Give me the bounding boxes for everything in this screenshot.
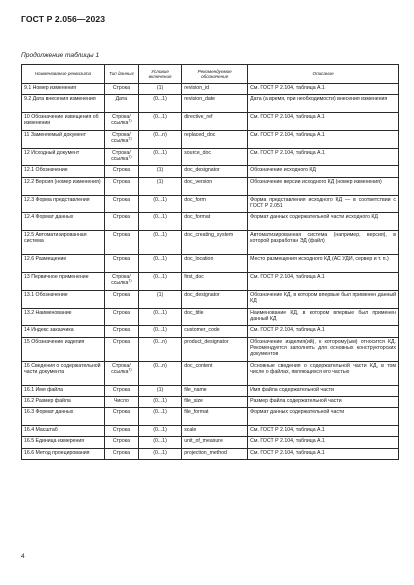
description-cell [248, 255, 399, 273]
data-type-text: Строка [112, 291, 130, 298]
designation-text: source_doc [184, 149, 212, 156]
data-type-cell [104, 231, 138, 255]
description-text: Обозначение изделия(ий), к которому(ым) относится КД. Рекомендуется заполнять для основных конструкторских документов [250, 338, 396, 358]
designation-cell [182, 148, 248, 166]
requirement-name-cell [22, 385, 105, 396]
data-type-cell [104, 408, 138, 426]
designation-cell [182, 166, 248, 177]
data-type-text: Строка [112, 214, 130, 221]
inclusion-condition-cell [138, 177, 181, 195]
designation-cell [182, 84, 248, 95]
description-text: Дата (а время, при необходимости) внесения изменения [250, 96, 388, 103]
designation-cell [182, 113, 248, 131]
table-row [22, 408, 399, 426]
requirement-name-text: 13.2 Наименование [24, 309, 72, 316]
designation-text: doc_form [184, 196, 206, 203]
inclusion-condition-cell [138, 408, 181, 426]
description-cell [248, 385, 399, 396]
inclusion-condition-text: (0...1) [153, 273, 167, 280]
requirement-name-text: 16.1 Имя файла [24, 386, 64, 393]
requirement-name-cell [22, 231, 105, 255]
designation-cell [182, 130, 248, 148]
inclusion-condition-text: (0...1) [153, 149, 167, 156]
description-text: Основные сведения о содержательной части КД, в том числе о файлах, являющихся его частью [250, 362, 396, 375]
requirement-name-text: 11 Заменяемый документ [24, 131, 86, 138]
table-row [22, 231, 399, 255]
inclusion-condition-cell [138, 95, 181, 113]
data-type-cell [104, 326, 138, 337]
table-row [22, 255, 399, 273]
inclusion-condition-text: (1) [156, 167, 164, 174]
table-row [22, 177, 399, 195]
description-cell [248, 213, 399, 231]
data-type-cell [104, 148, 138, 166]
data-type-cell [104, 385, 138, 396]
designation-text: doc_designator [184, 291, 220, 298]
requirement-name-text: 12.1 Обозначение [24, 167, 68, 174]
designation-text: doc_content [184, 362, 213, 369]
document-code: ГОСТ Р 2.056—2023 [21, 14, 106, 24]
header-type: Тип данных [104, 65, 138, 84]
data-type-text: Строка/ссылка [111, 273, 131, 287]
data-type-cell [104, 95, 138, 113]
footnote-marker: 1) [128, 154, 132, 159]
table-row [22, 437, 399, 448]
inclusion-condition-cell [138, 337, 181, 361]
designation-cell [182, 290, 248, 308]
requirement-name-text: 9.1 Номер изменения [24, 85, 77, 91]
table-row [22, 195, 399, 213]
inclusion-condition-text: (0...1) [153, 397, 167, 404]
inclusion-condition-cell [138, 326, 181, 337]
description-text: Обозначение версии исходного КД (номер изменения) [250, 178, 382, 185]
inclusion-condition-text: (0...1) [153, 256, 167, 263]
table-row [22, 113, 399, 131]
data-type-cell [104, 272, 138, 290]
requirement-name-cell [22, 255, 105, 273]
data-type-text: Строка [112, 232, 130, 239]
inclusion-condition-cell [138, 308, 181, 326]
designation-cell [182, 385, 248, 396]
description-cell [248, 308, 399, 326]
table-row [22, 326, 399, 337]
designation-text: file_name [184, 386, 207, 393]
inclusion-condition-text: (0...1) [153, 309, 167, 316]
requirement-name-cell [22, 326, 105, 337]
description-text: Формат данных содержательной части [250, 409, 345, 416]
data-type-text: Строка/ссылка [111, 131, 131, 145]
inclusion-condition-text: (0...n) [153, 362, 167, 369]
data-type-cell [104, 337, 138, 361]
data-type-text: Строка [112, 438, 130, 445]
table-row [22, 130, 399, 148]
inclusion-condition-text: (1) [156, 386, 164, 393]
description-cell [248, 113, 399, 131]
description-cell [248, 337, 399, 361]
data-type-cell [104, 130, 138, 148]
data-type-cell [104, 84, 138, 95]
designation-text: directive_ref [184, 114, 213, 121]
description-cell [248, 130, 399, 148]
designation-cell [182, 437, 248, 448]
requirement-name-text: 10 Обозначение извещения об изменении [24, 114, 99, 127]
requirement-name-text: 12.2 Версия (номер изменения) [24, 178, 101, 185]
designation-text: doc_version [184, 178, 213, 185]
table-row [22, 448, 399, 459]
description-text: Место размещения исходного КД (АС УДИ, сервер и т. п.) [250, 256, 389, 263]
description-cell [248, 426, 399, 437]
data-type-cell [104, 361, 138, 385]
requirement-name-cell [22, 408, 105, 426]
data-type-text: Строка [112, 386, 130, 393]
requirement-name-cell [22, 308, 105, 326]
data-type-cell [104, 308, 138, 326]
requirement-name-text: 16.3 Формат данных [24, 409, 74, 416]
requirement-name-text: 12.6 Размещение [24, 256, 67, 263]
data-type-text: Строка/ссылка [111, 362, 131, 375]
requirement-name-text: 14 Индекс заказчика [24, 327, 74, 334]
header-designation: Рекомендуемое обозначение [182, 65, 248, 84]
inclusion-condition-text: (0...1) [153, 232, 167, 239]
designation-cell [182, 396, 248, 407]
data-type-cell [104, 166, 138, 177]
requirement-name-cell [22, 84, 105, 95]
description-text: Формат данных содержательной части исходного КД [250, 214, 378, 221]
inclusion-condition-text: (0...1) [153, 427, 167, 434]
description-text: См. ГОСТ Р 2.104, таблица А.1 [250, 438, 325, 445]
data-type-text: Строка [112, 196, 130, 203]
data-type-cell [104, 195, 138, 213]
description-cell [248, 326, 399, 337]
description-cell [248, 95, 399, 113]
designation-cell [182, 272, 248, 290]
requirement-name-cell [22, 290, 105, 308]
requirement-name-cell [22, 177, 105, 195]
designation-cell [182, 177, 248, 195]
inclusion-condition-text: (1) [156, 291, 164, 298]
description-cell [248, 166, 399, 177]
inclusion-condition-text: (0...n) [153, 338, 167, 345]
description-cell [248, 396, 399, 407]
table-row [22, 272, 399, 290]
table-row [22, 361, 399, 385]
table-row [22, 337, 399, 361]
inclusion-condition-cell [138, 166, 181, 177]
inclusion-condition-cell [138, 213, 181, 231]
inclusion-condition-cell [138, 113, 181, 131]
data-type-cell [104, 255, 138, 273]
inclusion-condition-cell [138, 130, 181, 148]
inclusion-condition-text: (0...1) [153, 196, 167, 203]
requirement-name-text: 16.2 Размер файла [24, 397, 71, 404]
footnote-marker: 1) [128, 136, 132, 141]
requirement-name-cell [22, 396, 105, 407]
requirement-name-text: 13.1 Обозначение [24, 291, 68, 298]
requirement-name-text: 16.5 Единица измерения [24, 438, 85, 445]
inclusion-condition-cell [138, 255, 181, 273]
requirement-name-cell [22, 166, 105, 177]
description-cell [248, 361, 399, 385]
header-description: Описание [248, 65, 399, 84]
table-row [22, 385, 399, 396]
description-text: Имя файла содержательной части [250, 386, 334, 393]
requirement-name-cell [22, 426, 105, 437]
header-requirement: Наименование реквизита [22, 65, 105, 84]
inclusion-condition-cell [138, 385, 181, 396]
designation-cell [182, 326, 248, 337]
data-type-text: Строка [112, 338, 130, 345]
inclusion-condition-cell [138, 437, 181, 448]
designation-cell [182, 95, 248, 113]
description-text: См. ГОСТ Р 2.104, таблица А.1 [250, 85, 325, 91]
designation-cell [182, 408, 248, 426]
requirement-name-text: 15 Обозначение изделия [24, 338, 85, 345]
description-text: Наименование КД, в котором впервые был применен данный КД [250, 309, 396, 322]
data-type-cell [104, 177, 138, 195]
requirement-name-text: 16.4 Масштаб [24, 427, 58, 434]
description-text: Обозначение исходного КД [250, 167, 316, 174]
inclusion-condition-text: (0...1) [153, 96, 167, 103]
data-type-cell [104, 113, 138, 131]
designation-text: revision_id [184, 85, 210, 91]
table-row [22, 166, 399, 177]
requirement-name-text: 16.6 Метод проецирования [24, 449, 90, 456]
header-condition: Условие включения [138, 65, 181, 84]
footnote-marker: 1) [128, 278, 132, 283]
designation-cell [182, 308, 248, 326]
footnote-marker: 1) [128, 367, 132, 372]
inclusion-condition-text: (0...1) [153, 409, 167, 416]
description-text: См. ГОСТ Р 2.104, таблица А.1 [250, 327, 325, 334]
designation-text: unit_of_measure [184, 438, 223, 445]
requirement-name-cell [22, 130, 105, 148]
inclusion-condition-text: (0...1) [153, 327, 167, 334]
page-number: 4 [21, 553, 25, 560]
inclusion-condition-cell [138, 396, 181, 407]
requirement-name-cell [22, 361, 105, 385]
inclusion-condition-text: (0...1) [153, 438, 167, 445]
table-row [22, 95, 399, 113]
description-cell [248, 148, 399, 166]
requirement-name-text: 12.3 Форма представления [24, 196, 90, 203]
requirement-name-text: 16 Сведения о содержательной части документа [24, 362, 101, 375]
description-text: Автоматизированная система (например, версия), в которой разработан ЭД (файл) [250, 232, 396, 245]
designation-text: projection_method [184, 449, 227, 456]
data-type-text: Дата [115, 96, 128, 103]
requirement-name-cell [22, 148, 105, 166]
inclusion-condition-text: (0...n) [153, 131, 167, 138]
requirement-name-cell [22, 272, 105, 290]
description-cell [248, 177, 399, 195]
inclusion-condition-cell [138, 448, 181, 459]
description-text: Обозначение КД, в котором впервые был применен данный КД [250, 291, 396, 305]
description-cell [248, 195, 399, 213]
data-type-text: Строка [112, 178, 130, 185]
designation-text: scale [184, 427, 197, 434]
inclusion-condition-cell [138, 361, 181, 385]
table-row [22, 396, 399, 407]
data-type-cell [104, 426, 138, 437]
table-row [22, 426, 399, 437]
table-header-row [22, 65, 399, 84]
requirement-name-text: 12.5 Автоматизированная система [24, 232, 87, 245]
requirement-name-text: 12.4 Формат данных [24, 214, 74, 221]
designation-cell [182, 361, 248, 385]
description-text: См. ГОСТ Р 2.104, таблица А.1 [250, 149, 325, 156]
data-type-text: Строка [112, 85, 130, 91]
designation-text: doc_format [184, 214, 211, 221]
inclusion-condition-cell [138, 426, 181, 437]
requirement-name-cell [22, 448, 105, 459]
data-type-text: Строка/ссылка [111, 149, 131, 162]
requisites-table [21, 64, 399, 460]
inclusion-condition-text: (0...1) [153, 449, 167, 456]
inclusion-condition-text: (0...1) [153, 214, 167, 221]
inclusion-condition-text: (1) [156, 178, 164, 185]
data-type-text: Строка [112, 256, 130, 263]
inclusion-condition-cell [138, 148, 181, 166]
designation-cell [182, 213, 248, 231]
data-type-text: Строка/ссылка [111, 114, 131, 127]
designation-text: doc_creating_system [184, 232, 234, 239]
data-type-text: Строка [112, 449, 130, 456]
description-cell [248, 437, 399, 448]
data-type-cell [104, 396, 138, 407]
requirement-name-cell [22, 195, 105, 213]
table-row [22, 290, 399, 308]
data-type-cell [104, 290, 138, 308]
designation-text: doc_location [184, 256, 214, 263]
requirement-name-cell [22, 337, 105, 361]
description-cell [248, 408, 399, 426]
designation-cell [182, 426, 248, 437]
inclusion-condition-cell [138, 231, 181, 255]
designation-cell [182, 231, 248, 255]
description-text: См. ГОСТ Р 2.104, таблица А.1 [250, 427, 325, 434]
designation-text: file_size [184, 397, 203, 404]
description-cell [248, 290, 399, 308]
designation-text: revision_date [184, 96, 216, 103]
data-type-text: Строка [112, 409, 130, 416]
data-type-cell [104, 213, 138, 231]
designation-text: doc_title [184, 309, 204, 316]
inclusion-condition-text: (0...1) [153, 114, 167, 121]
data-type-text: Строка [112, 167, 130, 174]
description-cell [248, 84, 399, 95]
requirement-name-text: 9.2 Дата внесения изменения [24, 96, 96, 103]
description-text: Размер файла содержательной части [250, 397, 342, 404]
table-row [22, 213, 399, 231]
designation-cell [182, 195, 248, 213]
table-continuation-caption: Продолжение таблицы 1 [21, 52, 100, 59]
inclusion-condition-cell [138, 195, 181, 213]
data-type-text: Строка [112, 327, 130, 334]
table-row [22, 308, 399, 326]
table-row [22, 84, 399, 95]
footnote-marker: 1) [128, 118, 132, 123]
data-type-text: Строка [112, 309, 130, 316]
description-text: Форма представления исходного КД — в соответствии с ГОСТ Р 2.051 [250, 196, 396, 209]
description-text: См. ГОСТ Р 2.104, таблица А.1 [250, 449, 325, 456]
inclusion-condition-cell [138, 84, 181, 95]
description-text: См. ГОСТ Р 2.104, таблица А.1 [250, 131, 325, 138]
inclusion-condition-cell [138, 290, 181, 308]
requirement-name-cell [22, 213, 105, 231]
designation-cell [182, 337, 248, 361]
designation-text: doc_designator [184, 167, 220, 174]
designation-cell [182, 448, 248, 459]
description-cell [248, 272, 399, 290]
data-type-text: Строка [112, 427, 130, 434]
requirement-name-cell [22, 437, 105, 448]
data-type-cell [104, 437, 138, 448]
description-text: См. ГОСТ Р 2.104, таблица А.1 [250, 273, 325, 280]
requirement-name-cell [22, 95, 105, 113]
description-cell [248, 231, 399, 255]
inclusion-condition-text: (1) [156, 85, 164, 91]
requirement-name-text: 13 Первичное применение [24, 273, 89, 280]
designation-cell [182, 255, 248, 273]
designation-text: first_doc [184, 273, 204, 280]
designation-text: file_format [184, 409, 209, 416]
designation-text: replaced_doc [184, 131, 216, 138]
data-type-text: Число [113, 397, 129, 404]
requirement-name-text: 12 Исходный документ [24, 149, 80, 156]
data-type-cell [104, 448, 138, 459]
designation-text: product_designator [184, 338, 229, 345]
requirement-name-cell [22, 113, 105, 131]
description-cell [248, 448, 399, 459]
designation-text: customer_code [184, 327, 220, 334]
inclusion-condition-cell [138, 272, 181, 290]
description-text: См. ГОСТ Р 2.104, таблица А.1 [250, 114, 325, 121]
table-row [22, 148, 399, 166]
